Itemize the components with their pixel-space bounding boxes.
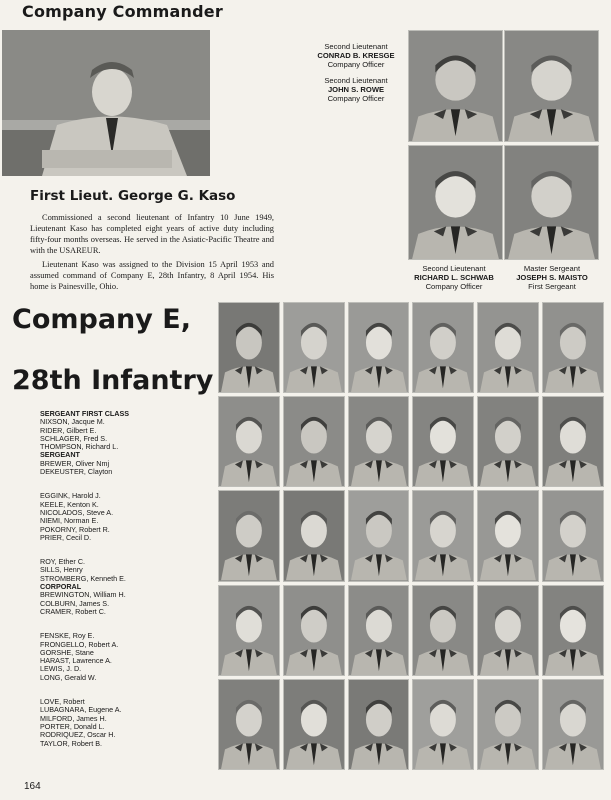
roster-gap — [40, 616, 215, 632]
soldier-portrait — [412, 490, 474, 581]
roster-name: STROMBERG, Kenneth E. — [40, 573, 126, 583]
roster-name: RODRIQUEZ, Oscar H. — [40, 730, 116, 740]
roster-name: POKORNY, Robert R. — [40, 524, 110, 534]
soldier-portrait — [477, 490, 539, 581]
section-title: Company Commander — [22, 2, 223, 21]
soldier-portrait — [283, 490, 345, 581]
soldier-portrait — [542, 302, 604, 393]
roster-name: KEELE, Kenton K. — [40, 499, 99, 509]
soldier-portrait — [477, 302, 539, 393]
soldier-portrait — [348, 585, 410, 676]
roster-name: LONG, Gerald W. — [40, 672, 97, 682]
officer-caption-1: Second Lieutenant CONRAD B. KRESGE Company Officer — [317, 42, 395, 69]
soldier-portrait — [348, 490, 410, 581]
soldier-portrait — [218, 396, 280, 487]
roster-name: NIEMI, Norman E. — [40, 516, 99, 526]
officer-caption-4: Master Sergeant JOSEPH S. MAISTO First Sergeant — [516, 264, 588, 291]
soldier-portrait — [283, 396, 345, 487]
roster-name: ROY, Ether C. — [40, 557, 86, 567]
roster-name: MILFORD, James H. — [40, 713, 107, 723]
roster-name: SCHLAGER, Fred S. — [40, 433, 108, 443]
bio-paragraph-1: Commissioned a second lieutenant of Infantry 10 June 1949, Lieutenant Kaso has completed eight years of active duty including fifty-four months overseas. He served in the Asiatic-Pacific Theatre and with the USAREUR. — [30, 213, 274, 255]
portrait-grid — [218, 302, 604, 770]
soldier-portrait — [477, 585, 539, 676]
soldier-portrait — [542, 490, 604, 581]
roster-rank-heading: CORPORAL — [40, 582, 82, 592]
roster-name: BREWER, Oliver Nmj — [40, 458, 110, 468]
roster-name: COLBURN, James S. — [40, 598, 110, 608]
roster-name: SILLS, Henry — [40, 565, 83, 575]
roster-name: LUBAGNARA, Eugene A. — [40, 705, 122, 715]
soldier-portrait — [412, 396, 474, 487]
roster-name: NICOLADOS, Steve A. — [40, 507, 114, 517]
commander-name: First Lieut. George G. Kaso — [30, 188, 236, 204]
roster-name: DEKEUSTER, Clayton — [40, 467, 113, 477]
officer-caption-2: Second Lieutenant JOHN S. ROWE Company Officer — [324, 76, 388, 103]
roster-gap — [40, 476, 215, 492]
regiment-title: 28th Infantry — [12, 365, 214, 396]
roster-name: BREWINGTON, William H. — [40, 590, 126, 600]
soldier-portrait — [283, 585, 345, 676]
roster-name: PRIER, Cecil D. — [40, 532, 92, 542]
roster-name: NIXSON, Jacque M. — [40, 417, 105, 427]
page-number: 164 — [24, 781, 41, 792]
soldier-portrait — [542, 585, 604, 676]
commander-photo — [2, 30, 210, 176]
soldier-portrait — [412, 302, 474, 393]
soldier-portrait — [218, 585, 280, 676]
soldier-portrait — [218, 679, 280, 770]
roster-name: TAYLOR, Robert B. — [40, 738, 103, 748]
roster-name: EGGINK, Harold J. — [40, 491, 101, 501]
soldier-portrait — [348, 302, 410, 393]
roster-name: CRAMER, Robert C. — [40, 606, 106, 616]
soldier-portrait — [412, 585, 474, 676]
company-title: Company E, — [12, 304, 191, 335]
soldier-portrait — [218, 302, 280, 393]
officer-caption-3: Second Lieutenant RICHARD L. SCHWAB Company Officer — [414, 264, 494, 291]
roster-list — [40, 410, 215, 748]
roster-name: RIDER, Gilbert E. — [40, 425, 97, 435]
roster-name: FRONGELLO, Robert A. — [40, 639, 119, 649]
roster-name: PORTER, Donald L. — [40, 721, 105, 731]
roster-name: HARAST, Lawrence A. — [40, 656, 112, 666]
officer-portrait-4 — [504, 145, 599, 260]
bio-paragraph-2: Lieutenant Kaso was assigned to the Division 15 April 1953 and assumed command of Company E, 28th Infantry, 8 April 1954. His home is Painesville, Ohio. — [30, 260, 274, 291]
roster-gap — [40, 682, 215, 698]
soldier-portrait — [348, 679, 410, 770]
soldier-portrait — [218, 490, 280, 581]
roster-name: LOVE, Robert — [40, 697, 85, 707]
officer-portrait-1 — [408, 30, 503, 142]
soldier-portrait — [542, 396, 604, 487]
soldier-portrait — [412, 679, 474, 770]
soldier-portrait — [283, 679, 345, 770]
roster-name: GORSHE, Stane — [40, 647, 94, 657]
roster-name: FENSKE, Roy E. — [40, 631, 95, 641]
officer-portrait-2 — [504, 30, 599, 142]
soldier-portrait — [477, 679, 539, 770]
soldier-portrait — [348, 396, 410, 487]
roster-name: LEWIS, J. D. — [40, 664, 82, 674]
roster-gap — [40, 542, 215, 558]
roster-rank-heading: SERGEANT — [40, 450, 80, 460]
roster-rank-heading: SERGEANT FIRST CLASS — [40, 409, 130, 418]
commander-bio — [30, 212, 274, 295]
soldier-portrait — [542, 679, 604, 770]
roster-name: THOMPSON, Richard L. — [40, 442, 119, 452]
soldier-portrait — [283, 302, 345, 393]
soldier-portrait — [477, 396, 539, 487]
officer-portrait-3 — [408, 145, 503, 260]
